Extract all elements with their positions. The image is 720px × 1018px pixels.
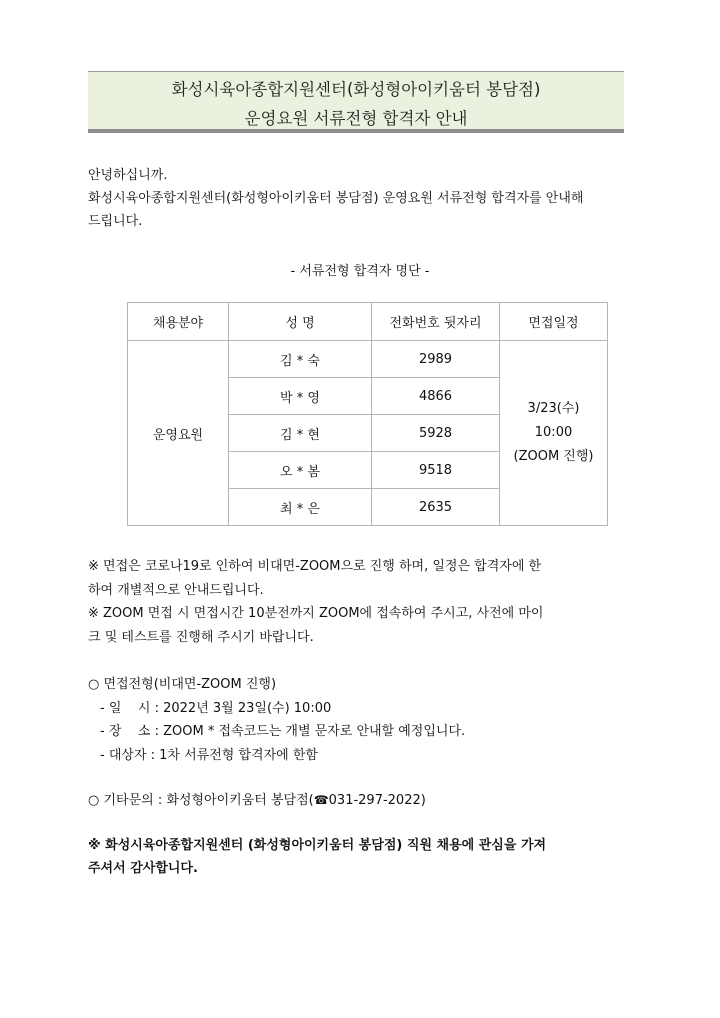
table-header-row xyxy=(128,303,608,341)
schedule-mode: (ZOOM 진행) xyxy=(513,449,594,464)
notes-section xyxy=(88,555,636,649)
contact-prefix: ○ 기타문의 : 화성형아이키움터 봉담점( xyxy=(88,793,314,808)
note-2-line-1: ※ ZOOM 면접 시 면접시간 10분전까지 ZOOM에 접속하여 주시고, 사전에 마이 xyxy=(88,606,544,621)
field-cell: 운영요원 xyxy=(128,341,229,526)
closing-line-2: 주셔서 감사합니다. xyxy=(88,861,198,876)
intro-text xyxy=(88,164,636,233)
phone-cell: 4866 xyxy=(372,378,500,415)
contact-line xyxy=(88,789,636,812)
closing-text xyxy=(88,834,636,880)
schedule-date: 3/23(수) xyxy=(527,401,580,416)
schedule-cell xyxy=(500,341,608,526)
phone-cell: 2635 xyxy=(372,489,500,526)
intro-line-2: 화성시육아종합지원센터(화성형아이키움터 봉담점) 운영요원 서류전형 합격자를 안내해 xyxy=(88,191,584,206)
note-2-line-2: 크 및 테스트를 진행해 주시기 바랍니다. xyxy=(88,629,314,645)
page-subtitle: 운영요원 서류전형 합격자 안내 xyxy=(244,109,468,128)
interview-place: - 장 소 : ZOOM * 접속코드는 개별 문자로 안내할 예정입니다. xyxy=(100,724,466,739)
phone-cell: 5928 xyxy=(372,415,500,452)
applicant-table xyxy=(127,302,608,526)
name-cell: 김 * 현 xyxy=(229,415,372,452)
phone-cell: 9518 xyxy=(372,452,500,489)
note-1-line-2: 하여 개별적으로 안내드립니다. xyxy=(88,582,264,598)
header-schedule: 면접일정 xyxy=(500,303,608,341)
list-title: - 서류전형 합격자 명단 - xyxy=(290,264,430,279)
closing-line-1: ※ 화성시육아종합지원센터 (화성형아이키움터 봉담점) 직원 채용에 관심을 가져 xyxy=(88,838,547,853)
schedule-time: 10:00 xyxy=(534,425,573,440)
table-row xyxy=(128,341,608,378)
contact-number: 031-297-2022) xyxy=(328,793,426,808)
title-box xyxy=(88,71,624,133)
interview-section xyxy=(88,673,636,767)
telephone-icon: ☎ xyxy=(313,793,329,807)
header-name: 성 명 xyxy=(229,303,372,341)
header-phone: 전화번호 뒷자리 xyxy=(372,303,500,341)
name-cell: 최 * 은 xyxy=(229,489,372,526)
phone-cell: 2989 xyxy=(372,341,500,378)
name-cell: 오 * 봄 xyxy=(229,452,372,489)
interview-date: - 일 시 : 2022년 3월 23일(수) 10:00 xyxy=(100,700,332,716)
intro-line-1: 안녕하십니까. xyxy=(88,168,168,183)
name-cell: 김 * 숙 xyxy=(229,341,372,378)
interview-heading: ○ 면접전형(비대면-ZOOM 진행) xyxy=(88,677,277,692)
name-cell: 박 * 영 xyxy=(229,378,372,415)
page-title: 화성시육아종합지원센터(화성형아이키움터 봉담점) xyxy=(171,80,541,99)
note-1-line-1: ※ 면접은 코로나19로 인하여 비대면-ZOOM으로 진행 하며, 일정은 합격자에 한 xyxy=(88,559,542,574)
intro-line-3: 드립니다. xyxy=(88,214,143,229)
header-field: 채용분야 xyxy=(128,303,229,341)
interview-target: - 대상자 : 1차 서류전형 합격자에 한함 xyxy=(100,747,318,763)
